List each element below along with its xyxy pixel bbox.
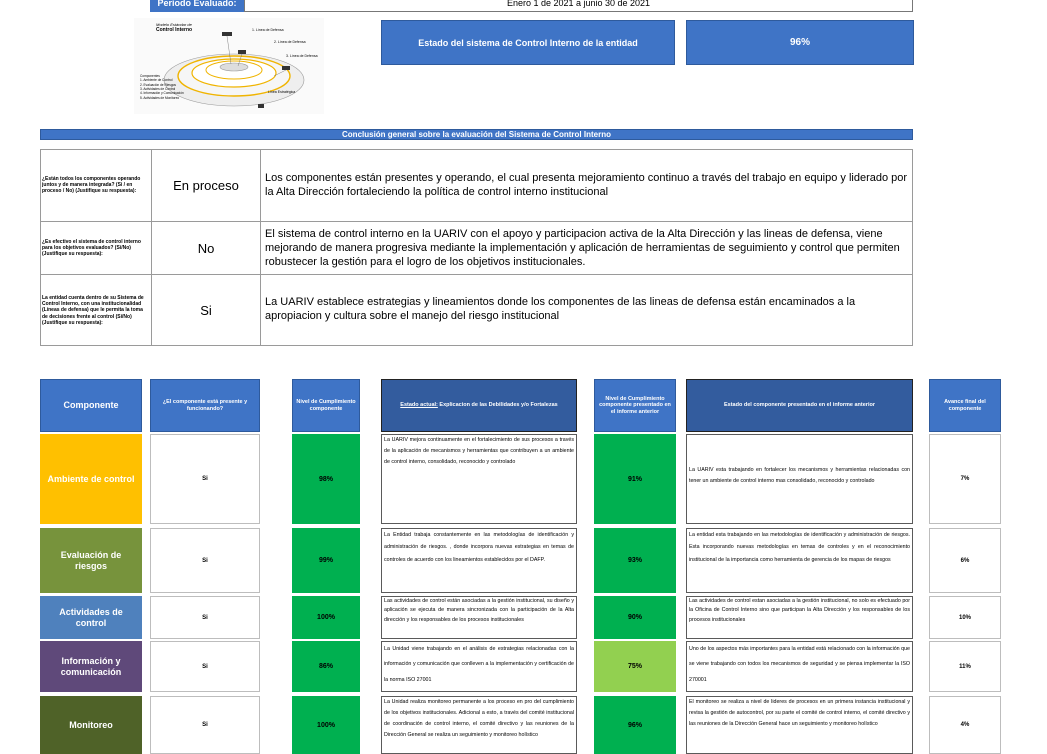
componente-cell: Monitoreo	[40, 696, 142, 754]
meci-label-base: Línea Estratégica	[268, 90, 296, 94]
presente-cell: Si	[150, 696, 260, 754]
meci-component-item: 5. Actividades de Monitoreo	[140, 95, 180, 100]
nivel-anterior-cell: 75%	[594, 641, 676, 692]
meci-brand	[156, 22, 192, 34]
header-presente: ¿El componente está presente y funcionando?	[150, 379, 260, 432]
meci-component-item: 4. Información y Comunicación	[140, 91, 184, 96]
meci-label-3: 3. Línea de Defensa	[286, 54, 318, 58]
nivel-anterior-cell: 90%	[594, 596, 676, 639]
estado-actual-cell: Las actividades de control están asociadas a la gestión institucional, su diseño y aplicación se ejecuta de manera sincronizada con la participación de la Alta dirección y los responsables de los procesos institucionales	[381, 596, 577, 639]
header-estado-anterior: Estado del componente presentado en el informe anterior	[686, 379, 913, 432]
estado-anterior-cell: Las actividades de control estan asociadas a la gestión institucional, no solo es efectuado por la Oficina de Control Interno sino que participan la Alta Dirección y los responsables de los procesos institucionales	[686, 596, 913, 639]
estado-sistema-value: 96%	[686, 20, 914, 65]
conclusion-justification: El sistema de control interno en la UARIV con el apoyo y participacion activa de la Alta Dirección y las lineas de defensa, viene mejorando de manera progresiva mediante la implementación y aplicación de herramientas de seguimiento y control que permiten robustecer la gestión para el logro de los objetivos institucionales.	[261, 222, 913, 275]
estado-sistema-label: Estado del sistema de Control Interno de la entidad	[381, 20, 675, 65]
avance-cell: 6%	[929, 528, 1001, 593]
presente-cell: Si	[150, 641, 260, 692]
avance-cell: 4%	[929, 696, 1001, 754]
nivel-cell: 100%	[292, 596, 360, 639]
nivel-anterior-cell: 96%	[594, 696, 676, 754]
periodo-value-cell	[244, 0, 913, 12]
nivel-cell: 98%	[292, 434, 360, 524]
periodo-value: Enero 1 de 2021 a junio 30 de 2021	[506, 0, 651, 8]
presente-cell: Si	[150, 434, 260, 524]
nivel-anterior-cell: 91%	[594, 434, 676, 524]
meci-brand-top: Modelo Estándar de	[156, 22, 192, 27]
meci-brand-bottom: Control Interno	[156, 27, 193, 34]
header-estado-actual-desc: Explicacion de las Debilidades y/o Fortalezas	[437, 402, 558, 409]
nivel-anterior-cell: 93%	[594, 528, 676, 593]
estado-anterior-cell: La entidad esta trabajando en las metodologías de identificación y administración de riesgos. Esta incorporando nuevas metodologías en temas de controles y en el reconocimiento institucional de la importancia como herramienta de gerencia de los mapas de riesgos	[686, 528, 913, 593]
conclusion-question: ¿Están todos los componentes operando juntos y de manera integrada? (Si / en proceso / No) (Justifique su respuesta):	[40, 149, 152, 222]
avance-cell: 7%	[929, 434, 1001, 524]
estado-anterior-cell: La UARIV esta trabajando en fortalecer los mecanismos y herramientas relacionadas con tener un ambiente de control interno mas consolidado, reconocido y controlado	[686, 434, 913, 524]
header-nivel: Nivel de Cumplimiento componente	[292, 379, 360, 432]
conclusion-question: La entidad cuenta dentro de su Sistema de Control Interno, con una institucionalidad (Líneas de defensa) que le permita la toma de decisiones frente al control (Si/No) (Justifique su respuesta):	[40, 275, 152, 346]
header-avance: Avance final del componente	[929, 379, 1001, 432]
meci-component-item: 1. Ambiente de Control	[140, 78, 173, 83]
estado-actual-cell: La UARIV mejora continuamente en el fortalecimiento de sus procesos a través de la aplicación de mecanismos y herramientas que contribuyen a un ambiente de control interno, consolidado, reconocido y controlado	[381, 434, 577, 524]
header-componente: Componente	[40, 379, 142, 432]
conclusion-answer: En proceso	[152, 149, 261, 222]
avance-cell: 11%	[929, 641, 1001, 692]
conclusion-question: ¿Es efectivo el sistema de control interno para los objetivos evaluados? (Si/No) (Justifique su respuesta):	[40, 222, 152, 275]
meci-component-item: 3. Actividades de Control	[140, 86, 176, 91]
componente-cell: Evaluación de riesgos	[40, 528, 142, 593]
presente-cell: Si	[150, 528, 260, 593]
header-estado-actual-label: Estado actual:	[400, 402, 438, 409]
componente-cell: Actividades de control	[40, 596, 142, 639]
avance-cell: 10%	[929, 596, 1001, 639]
nivel-cell: 100%	[292, 696, 360, 754]
meci-label-2: 2. Línea de Defensa	[274, 40, 306, 44]
estado-actual-cell: La Entidad trabaja constantemente en las metodologías de identificación y administración de riesgos. , donde incorpora nuevas estrategias en temas de controles de acuerdo con los lineamientos establecidos por el DAFP.	[381, 528, 577, 593]
conclusion-justification: Los componentes están presentes y operando, el cual presenta mejoramiento continuo a través del trabajo en equipo y liderado por la Alta Dirección fortaleciendo la política de control interno institucional	[261, 149, 913, 222]
conclusion-answer: Si	[152, 275, 261, 346]
componente-cell: Información y comunicación	[40, 641, 142, 692]
meci-label-1: 1. Línea de Defensa	[252, 28, 284, 32]
estado-actual-cell: La Unidad realiza monitoreo permanente a los proceso en pro del cumplimiento de los objetivos institucionales. Adicional a esto, a través del comité institucional de coordinación de control interno, el comité directivo y las reuniones de la Dirección General se realiza un seguimiento y monitoreo holístico	[381, 696, 577, 754]
conclusion-answer: No	[152, 222, 261, 275]
meci-diagram	[134, 18, 324, 114]
nivel-cell: 99%	[292, 528, 360, 593]
estado-anterior-cell: Uno de los aspectos más importantes para la entidad está relacionado con la información que se viene trabajando con todos los mecanismos de seguridad y se piensa implementar la ISO 270001	[686, 641, 913, 692]
meci-components-title: Componentes	[140, 74, 160, 78]
conclusion-title: Conclusión general sobre la evaluación del Sistema de Control Interno	[40, 129, 913, 140]
header-estado-actual	[381, 379, 577, 432]
componente-cell: Ambiente de control	[40, 434, 142, 524]
periodo-label: Periodo Evaluado:	[157, 0, 237, 8]
estado-actual-cell: La Unidad viene trabajando en el análisis de estrategias relacionadas con la información y comunicación que conlleven a la implementación y certificación de la norma ISO 27001	[381, 641, 577, 692]
meci-components-list	[140, 74, 184, 100]
nivel-cell: 86%	[292, 641, 360, 692]
conclusion-justification: La UARIV establece estrategias y lineamientos donde los componentes de las lineas de defensa están encaminados a la apropiacion y cultura sobre el manejo del riesgo institucional	[265, 296, 856, 323]
periodo-label-cell	[150, 0, 244, 12]
estado-anterior-cell: El monitoreo se realiza a nivel de lideres de procesos en un primera instancia institucional y revisa la gestión de autocontrol, por su parte el comité de control interno, el comité directivo y las reuniones de la Dirección General hace un seguimiento y monitoreo holístico	[686, 696, 913, 754]
meci-component-item: 2. Evaluación de Riesgos	[140, 82, 176, 87]
header-nivel-anterior: Nivel de Cumplimiento componente presentado en el informe anterior	[594, 379, 676, 432]
presente-cell: Si	[150, 596, 260, 639]
